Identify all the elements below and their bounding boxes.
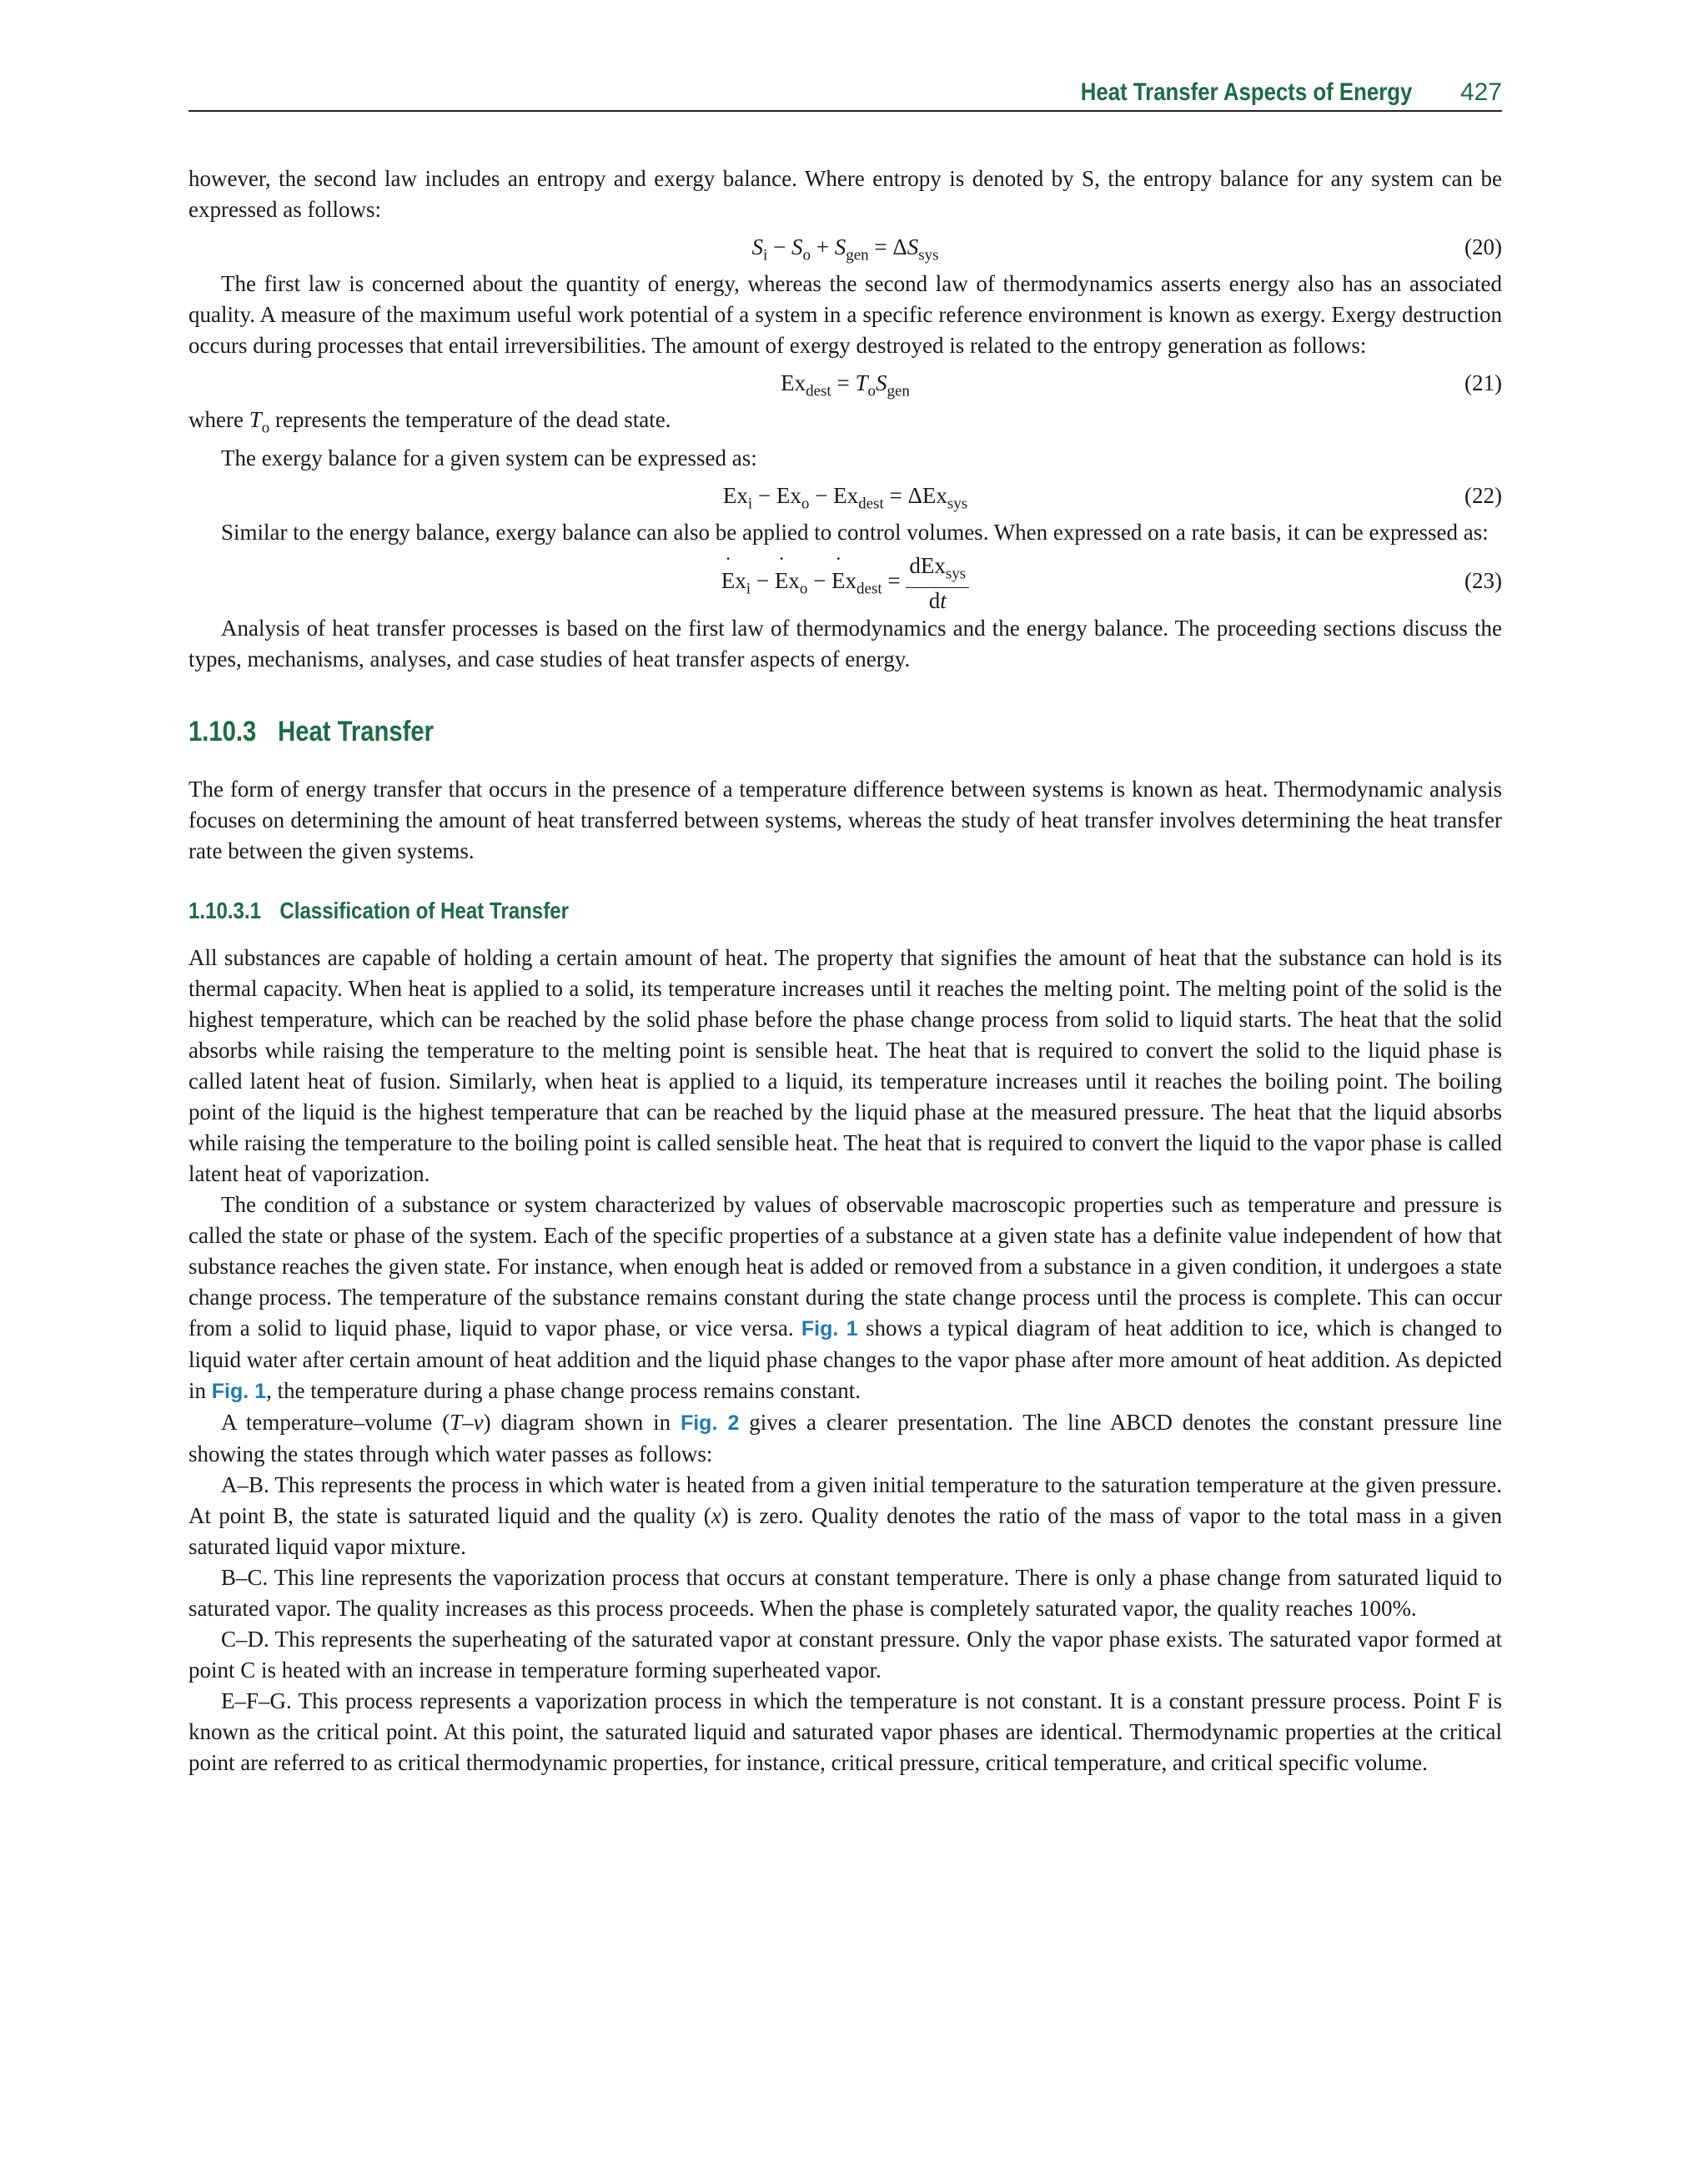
paragraph: The exergy balance for a given system can be expressed as:	[221, 445, 757, 471]
paragraph: The first law is concerned about the quantity of energy, whereas the second law of thermodynamics asserts energy also has an associated quality. A measure of the maximum useful work potential of a system in a specific reference environment is known as exergy. Exergy destruction occurs during processes that entail irreversibilities. The amount of exergy destroyed is related to the entropy generation as follows:	[188, 271, 1502, 358]
body-text	[188, 163, 1502, 1778]
paragraph: A temperature–volume (T–v) diagram shown in Fig. 2 gives a clearer presentation. The line ABCD denotes the constant pressure line showing the states through which water passes as follows:	[188, 1410, 1502, 1467]
equation-number: (22)	[1464, 483, 1502, 509]
equation-body: ˙ $Ex_i$ − ˙ $Ex_o$ − ˙ $Ex_{dest}$ = dEx$_{sys}$ dt	[721, 568, 969, 593]
equation-number: (23)	[1464, 568, 1502, 594]
header-title: Heat Transfer Aspects of Energy	[1080, 78, 1412, 106]
equation-20	[188, 229, 1502, 265]
paragraph: where $T_o$ represents the temperature of the dead state.	[188, 407, 671, 437]
equation-21	[188, 365, 1502, 401]
equation-body: $Ex_{dest} = T_oS_{gen}$	[781, 370, 910, 400]
paragraph: Analysis of heat transfer processes is based on the first law of thermodynamics and the energy balance. The proceeding sections discuss the types, mechanisms, analyses, and case studies of heat transfer aspects of energy.	[188, 616, 1502, 672]
paragraph: A–B. This represents the process in which water is heated from a given initial temperature to the saturation temperature at the given pressure. At point B, the state is saturated liquid and the quality (x) is zero. Quality denotes the ratio of the mass of vapor to the total mass in a given saturated liquid vapor mixture.	[188, 1472, 1502, 1560]
paragraph: B–C. This line represents the vaporization process that occurs at constant temperature. There is only a phase change from saturated liquid to saturated vapor. The quality increases as this process proceeds. When the phase is completely saturated vapor, the quality reaches 100%.	[188, 1565, 1502, 1622]
equation-number: (20)	[1464, 234, 1502, 259]
running-header	[188, 73, 1502, 112]
equation-23	[188, 551, 1502, 613]
subsection-heading: 1.10.3.1 Classification of Heat Transfer	[188, 898, 569, 924]
equation-body: $S_i - S_o + S_{gen} = \Delta S_{sys}$	[751, 234, 939, 264]
paragraph: Similar to the energy balance, exergy balance can also be applied to control volumes. When expressed on a rate basis, it can be expressed as:	[221, 520, 1489, 546]
figure-link[interactable]: Fig. 2	[680, 1411, 740, 1436]
paragraph: All substances are capable of holding a certain amount of heat. The property that signifies the amount of heat that the substance can hold is its thermal capacity. When heat is applied to a solid, its temperature increases until it reaches the melting point. The melting point of the solid is the highest temperature, which can be reached by the solid phase before the phase change process from solid to liquid starts. The heat that the solid absorbs while raising the temperature to the melting point is sensible heat. The heat that is required to convert the solid to the liquid phase is called latent heat of fusion. Similarly, when heat is applied to a liquid, its temperature increases until it reaches the boiling point. The boiling point of the liquid is the highest temperature that can be reached by the liquid phase at the measured pressure. The heat that the liquid absorbs while raising the temperature to the boiling point is called sensible heat. The heat that is required to convert the liquid to the vapor phase is called latent heat of vaporization.	[188, 945, 1502, 1187]
paragraph: however, the second law includes an entropy and exergy balance. Where entropy is denoted by S, the entropy balance for any system can be expressed as follows:	[188, 166, 1502, 222]
paragraph: The condition of a substance or system characterized by values of observable macroscopic properties such as temperature and pressure is called the state or phase of the system. Each of the specific properties of a substance at a given state has a definite value independent of how that substance reaches the given state. For instance, when enough heat is added or removed from a substance in a given condition, it undergoes a state change process. The temperature of the substance remains constant during the state change process until the process is complete. This can occur from a solid to liquid phase, liquid to vapor phase, or vice versa. Fig. 1 shows a typical diagram of heat addition to ice, which is changed to liquid water after certain amount of heat addition and the liquid phase changes to the vapor phase after more amount of heat addition. As depicted in Fig. 1, the temperature during a phase change process remains constant.	[188, 1192, 1502, 1404]
equation-number: (21)	[1464, 370, 1502, 395]
figure-link[interactable]: Fig. 1	[211, 1380, 267, 1404]
figure-link[interactable]: Fig. 1	[801, 1317, 858, 1341]
page-number: 427	[1459, 78, 1502, 106]
paragraph: The form of energy transfer that occurs in the presence of a temperature difference between systems is known as heat. Thermodynamic analysis focuses on determining the amount of heat transferred between systems, whereas the study of heat transfer involves determining the heat transfer rate between the given systems.	[188, 777, 1502, 864]
section-heading: 1.10.3 Heat Transfer	[188, 716, 434, 748]
paragraph: E–F–G. This process represents a vaporization process in which the temperature is not constant. It is a constant pressure process. Point F is known as the critical point. At this point, the saturated liquid and saturated vapor phases are identical. Thermodynamic properties at the critical point are referred to as critical thermodynamic properties, for instance, critical pressure, critical temperature, and critical specific volume.	[188, 1688, 1502, 1776]
equation-22	[188, 477, 1502, 514]
paragraph: C–D. This represents the superheating of the saturated vapor at constant pressure. Only the vapor phase exists. The saturated vapor formed at point C is heated with an increase in temperature forming superheated vapor.	[188, 1627, 1502, 1683]
equation-body: $Ex_i - Ex_o - Ex_{dest} = \Delta Ex_{sys}$	[722, 483, 968, 513]
